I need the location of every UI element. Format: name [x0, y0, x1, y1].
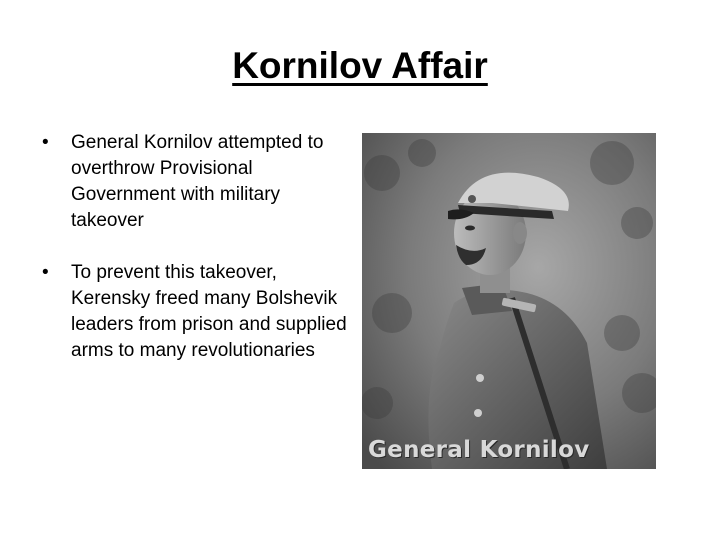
bullet-list	[36, 130, 356, 390]
bullet-item	[36, 260, 356, 364]
slide-title: Kornilov Affair	[232, 45, 488, 86]
photo-caption: General Kornilov	[368, 437, 590, 463]
bullet-text: To prevent this takeover, Kerensky freed many Bolshevik leaders from prison and supplied arms to many revolutionaries	[71, 262, 347, 361]
portrait-image	[362, 133, 656, 469]
bullet-item	[36, 130, 356, 234]
bullet-marker: •	[42, 132, 49, 153]
bullet-marker: •	[42, 262, 49, 283]
bullet-text: General Kornilov attempted to overthrow Provisional Government with military takeover	[71, 132, 324, 231]
portrait-photo	[362, 133, 656, 469]
